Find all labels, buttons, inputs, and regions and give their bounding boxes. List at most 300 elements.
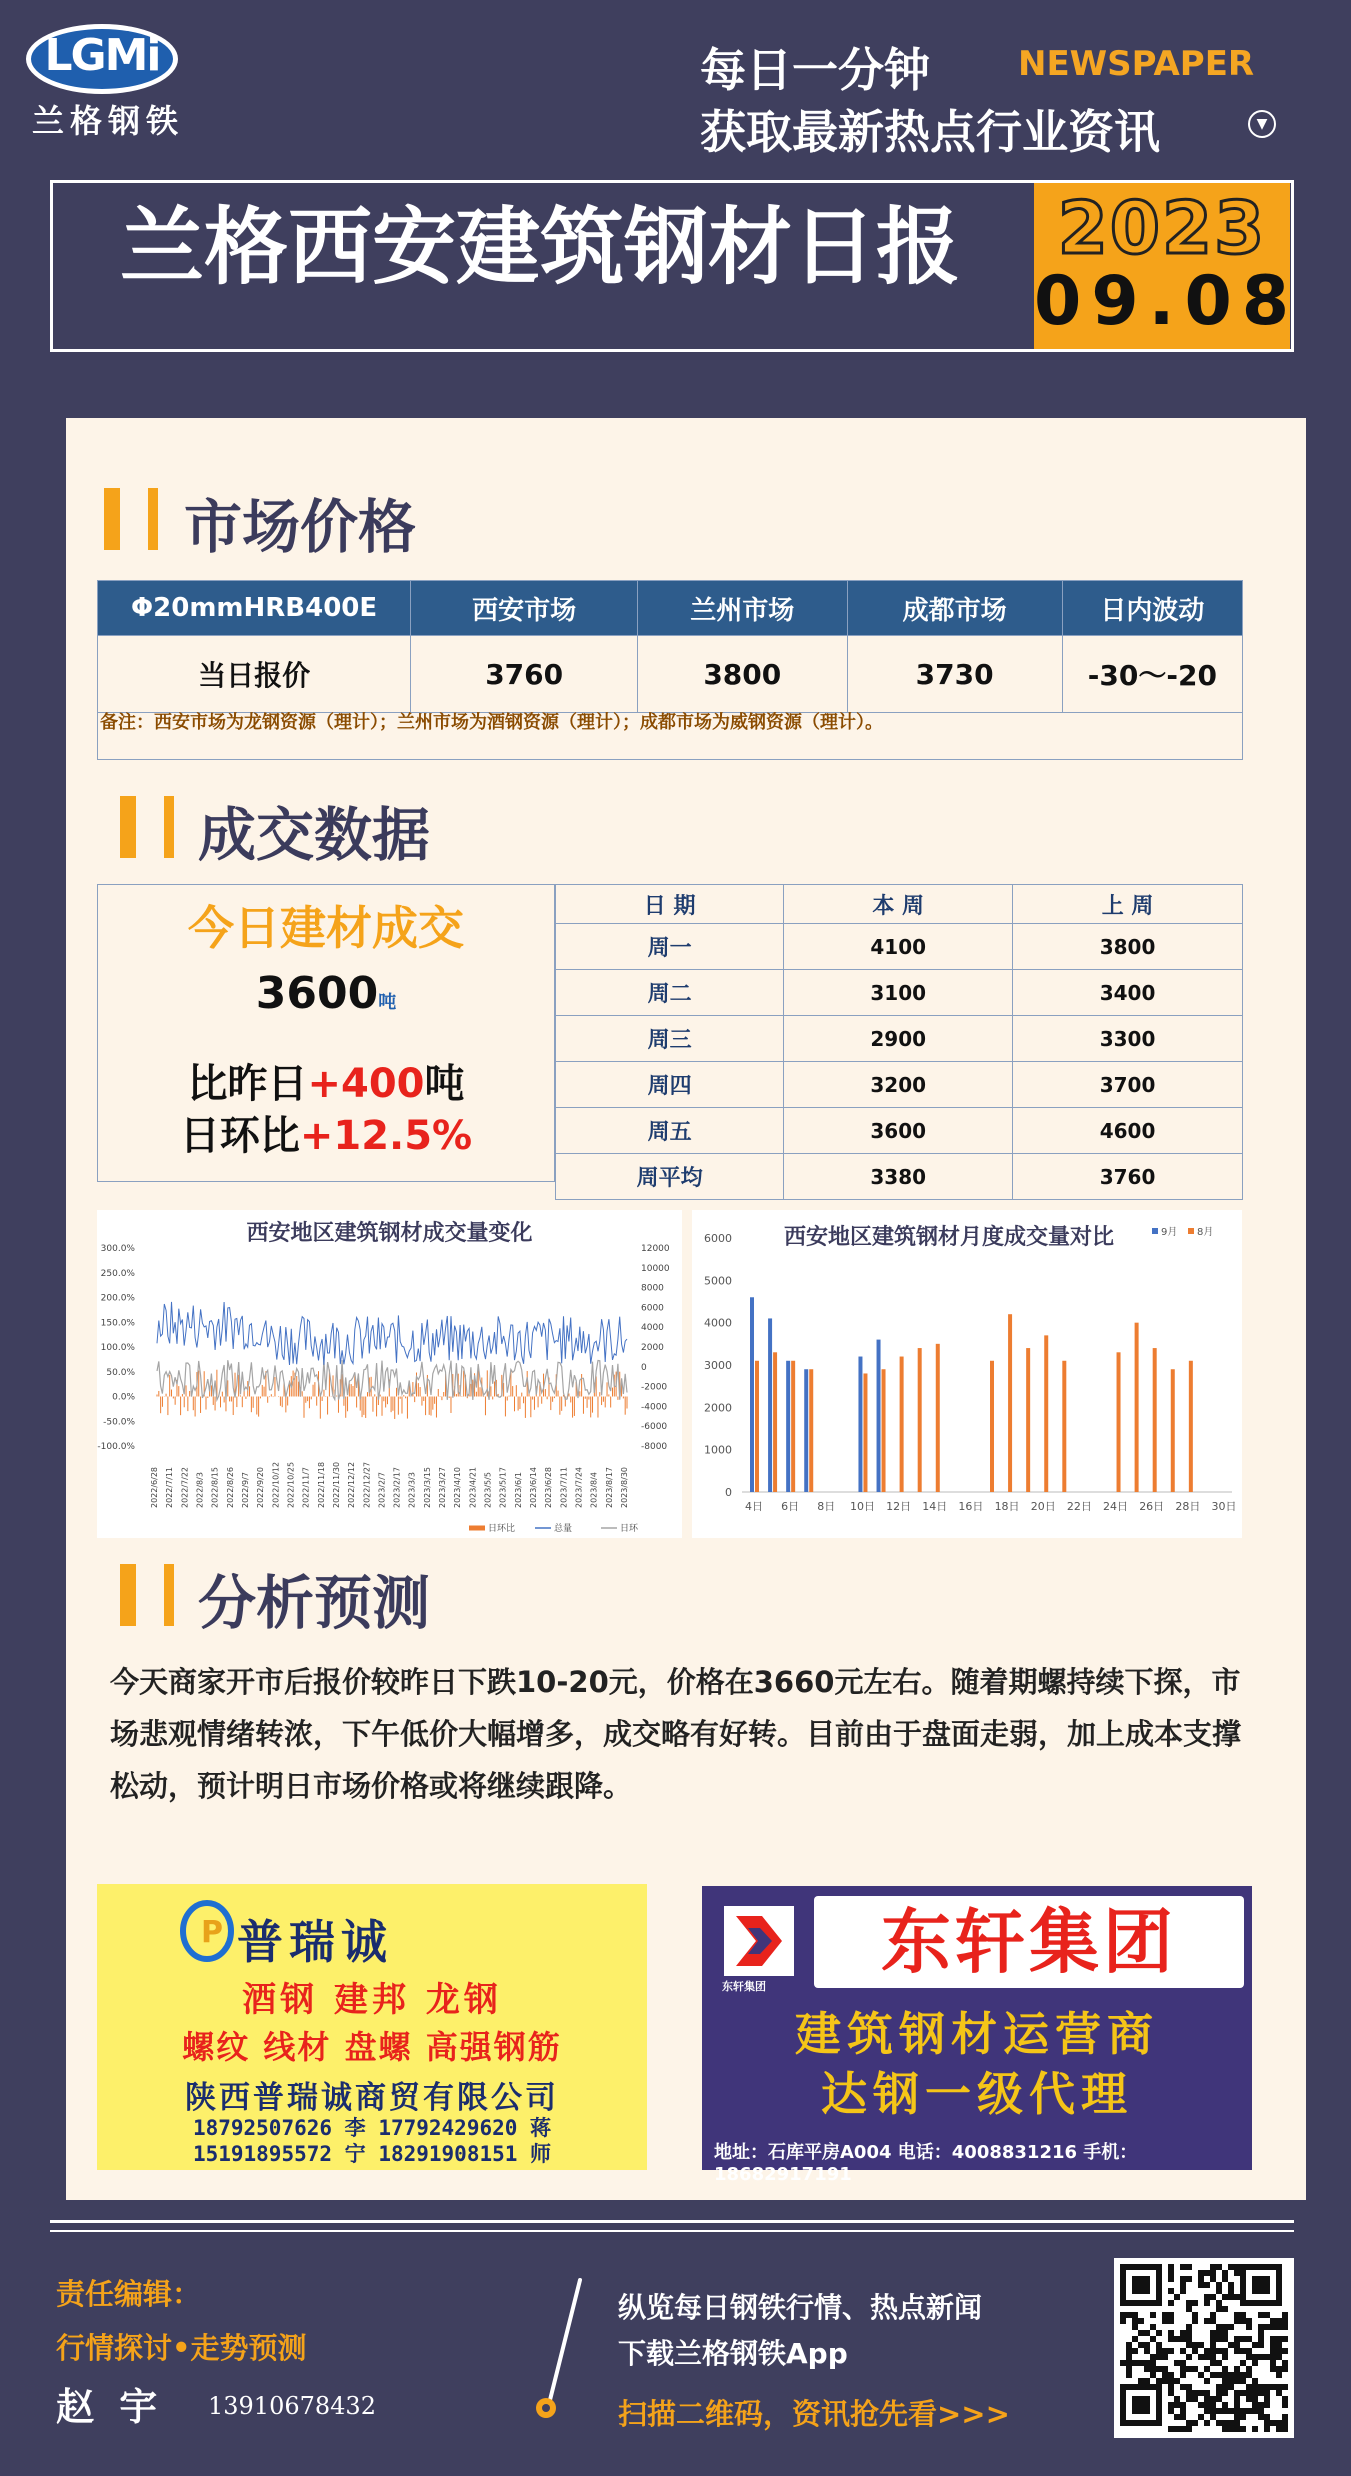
- qr-module: [1258, 2408, 1264, 2414]
- qr-module: [1180, 2384, 1186, 2390]
- qr-module: [1258, 2342, 1264, 2348]
- qr-module: [1276, 2318, 1282, 2324]
- qr-module: [1282, 2366, 1288, 2372]
- qr-module: [1204, 2366, 1210, 2372]
- x-tick-label: 2023/2/7: [377, 1472, 387, 1508]
- qr-module: [1204, 2402, 1210, 2408]
- chart-monthly-compare: [692, 1210, 1242, 1538]
- qr-module: [1156, 2354, 1162, 2360]
- qr-module: [1270, 2342, 1276, 2348]
- qr-module: [1216, 2324, 1222, 2330]
- qr-module: [1258, 2390, 1264, 2396]
- y-left-tick-label: 100.0%: [100, 1343, 135, 1353]
- table-cell: 当日报价: [98, 636, 411, 713]
- qr-module: [1264, 2396, 1270, 2402]
- chart-volume-svg: [97, 1210, 682, 1538]
- x-tick-label: 2022/8/26: [225, 1466, 235, 1508]
- x-tick-label: 2022/6/28: [150, 1466, 159, 1508]
- qr-module: [1228, 2384, 1234, 2390]
- qr-module: [1228, 2324, 1234, 2330]
- x-tick-label: 2023/6/14: [529, 1466, 539, 1508]
- qr-module: [1270, 2360, 1276, 2366]
- bar: [809, 1369, 813, 1492]
- y-tick-label: 5000: [704, 1274, 732, 1288]
- x-tick-label: 24日: [1103, 1500, 1129, 1513]
- qr-module: [1204, 2348, 1210, 2354]
- qr-finder: [1132, 2396, 1150, 2414]
- qr-module: [1186, 2276, 1192, 2282]
- bar: [750, 1297, 754, 1492]
- y-right-tick-label: 2000: [641, 1343, 664, 1353]
- qr-module: [1222, 2336, 1228, 2342]
- table-cell: 周二: [556, 970, 784, 1016]
- qr-module: [1156, 2342, 1162, 2348]
- qr-module: [1168, 2390, 1174, 2396]
- qr-module: [1180, 2408, 1186, 2414]
- qr-module: [1186, 2354, 1192, 2360]
- qr-module: [1138, 2330, 1144, 2336]
- table-cell: 3300: [1013, 1016, 1243, 1062]
- qr-module: [1150, 2366, 1156, 2372]
- qr-module: [1228, 2264, 1234, 2270]
- qr-module: [1270, 2324, 1276, 2330]
- y-tick-label: 2000: [704, 1401, 732, 1415]
- qr-module: [1234, 2312, 1240, 2318]
- qr-module: [1180, 2414, 1186, 2420]
- qr-module: [1174, 2426, 1180, 2432]
- qr-module: [1282, 2384, 1288, 2390]
- qr-module: [1252, 2378, 1258, 2384]
- qr-module: [1132, 2318, 1138, 2324]
- y-right-tick-label: 4000: [641, 1323, 664, 1334]
- y-left-tick-label: 0.0%: [112, 1392, 135, 1403]
- bar: [1153, 1348, 1157, 1492]
- ad-brand: 东轩集团: [814, 1896, 1244, 1988]
- x-tick-label: 4日: [745, 1500, 763, 1513]
- qr-module: [1132, 2312, 1138, 2318]
- bar: [1026, 1348, 1030, 1492]
- qr-module: [1216, 2348, 1222, 2354]
- qr-module: [1198, 2390, 1204, 2396]
- qr-module: [1276, 2384, 1282, 2390]
- qr-module: [1222, 2384, 1228, 2390]
- qr-module: [1276, 2336, 1282, 2342]
- qr-module: [1180, 2288, 1186, 2294]
- qr-module: [1162, 2348, 1168, 2354]
- footer-divider: [50, 2220, 1294, 2223]
- x-tick-label: 2022/9/7: [240, 1472, 250, 1508]
- qr-module: [1216, 2384, 1222, 2390]
- bar: [1062, 1361, 1066, 1492]
- qr-module: [1186, 2336, 1192, 2342]
- qr-module: [1126, 2312, 1132, 2318]
- x-tick-label: 2022/10/12: [271, 1461, 281, 1508]
- qr-module: [1132, 2336, 1138, 2342]
- qr-module: [1144, 2348, 1150, 2354]
- x-tick-label: 2023/5/5: [483, 1472, 493, 1508]
- qr-module: [1210, 2342, 1216, 2348]
- bar: [1044, 1335, 1048, 1492]
- chart-volume-change: [97, 1210, 682, 1538]
- qr-module: [1150, 2312, 1156, 2318]
- table-cell: 3800: [638, 636, 847, 713]
- section-bar: [164, 1564, 174, 1626]
- y-left-tick-label: -50.0%: [103, 1417, 135, 1428]
- qr-module: [1282, 2414, 1288, 2420]
- bar: [1135, 1323, 1139, 1492]
- column-header: 兰州市场: [638, 581, 847, 636]
- table-cell: 周五: [556, 1108, 784, 1154]
- qr-code[interactable]: [1114, 2258, 1294, 2438]
- qr-module: [1168, 2402, 1174, 2408]
- x-tick-label: 2023/4/10: [453, 1466, 463, 1508]
- qr-module: [1234, 2366, 1240, 2372]
- ad-line: 建筑钢材运营商: [795, 2007, 1159, 2061]
- x-tick-label: 2023/3/15: [422, 1466, 432, 1508]
- bar: [877, 1340, 881, 1492]
- x-tick-label: 22日: [1066, 1500, 1092, 1513]
- qr-module: [1276, 2342, 1282, 2348]
- legend-label: 日环: [620, 1524, 639, 1534]
- analysis-text: 今天商家开市后报价较昨日下跌10-20元，价格在3660元左右。随着期螺持续下探，市场悲观情绪转浓，下午低价大幅增多，成交略有好转。目前由于盘面走弱，加上成本支撑松动，预计明日市场价格或将继续跟降。: [110, 1665, 1242, 1803]
- x-tick-label: 2023/6/28: [544, 1466, 554, 1508]
- qr-module: [1162, 2378, 1168, 2384]
- qr-module: [1144, 2366, 1150, 2372]
- qr-module: [1234, 2342, 1240, 2348]
- qr-module: [1126, 2348, 1132, 2354]
- qr-module: [1198, 2372, 1204, 2378]
- qr-module: [1126, 2342, 1132, 2348]
- qr-module: [1282, 2360, 1288, 2366]
- qr-module: [1264, 2426, 1270, 2432]
- y-tick-label: 1000: [704, 1443, 732, 1457]
- x-tick-label: 2023/5/17: [498, 1466, 508, 1508]
- ad-phones: 18792507626 李 17792429620 蒋: [192, 2116, 552, 2140]
- qr-module: [1234, 2378, 1240, 2384]
- section-bar: [164, 796, 174, 858]
- weekly-table: [555, 884, 1243, 1200]
- table-header-row: [556, 885, 1243, 924]
- price-note: 备注：西安市场为龙钢资源（理计）；兰州市场为酒钢资源（理计）；成都市场为威钢资源（理计）。: [97, 708, 1243, 760]
- chevron-down-icon[interactable]: ▼: [1248, 110, 1276, 138]
- qr-module: [1210, 2348, 1216, 2354]
- column-header: 上 周: [1013, 885, 1243, 924]
- deal-today-title: 今日建材成交: [188, 901, 464, 955]
- qr-module: [1216, 2306, 1222, 2312]
- qr-module: [1204, 2294, 1210, 2300]
- qr-module: [1204, 2420, 1210, 2426]
- qr-module: [1264, 2354, 1270, 2360]
- table-cell: 周平均: [556, 1154, 784, 1200]
- qr-module: [1192, 2420, 1198, 2426]
- x-tick-label: 2022/9/20: [256, 1466, 266, 1508]
- qr-module: [1234, 2396, 1240, 2402]
- bar: [863, 1373, 867, 1492]
- column-header: 西安市场: [411, 581, 638, 636]
- qr-module: [1126, 2354, 1132, 2360]
- section-title-deals: 成交数据: [198, 801, 431, 869]
- x-tick-label: 28日: [1175, 1500, 1201, 1513]
- qr-module: [1222, 2372, 1228, 2378]
- legend-label: 总量: [554, 1524, 573, 1534]
- qr-module: [1204, 2354, 1210, 2360]
- editor-label: 责任编辑：: [56, 2277, 202, 2311]
- x-tick-label: 12日: [886, 1500, 912, 1513]
- table-row: [556, 1108, 1243, 1154]
- ad-puruicheng[interactable]: [97, 1884, 647, 2170]
- qr-module: [1216, 2264, 1222, 2270]
- table-cell: 周四: [556, 1062, 784, 1108]
- dongxuan-logo-label: 东轩集团: [722, 1980, 766, 1993]
- qr-module: [1246, 2348, 1252, 2354]
- qr-module: [1216, 2390, 1222, 2396]
- qr-module: [1168, 2300, 1174, 2306]
- legend-label: 日环比: [488, 1524, 516, 1534]
- qr-module: [1210, 2396, 1216, 2402]
- qr-module: [1210, 2336, 1216, 2342]
- qr-module: [1252, 2384, 1258, 2390]
- x-tick-label: 2023/6/1: [513, 1472, 523, 1508]
- qr-module: [1162, 2312, 1168, 2318]
- qr-module: [1234, 2408, 1240, 2414]
- x-tick-label: 2022/12/12: [347, 1461, 357, 1508]
- chart-title: 西安地区建筑钢材月度成交量对比: [784, 1225, 1115, 1250]
- section-bar: [120, 1564, 136, 1626]
- qr-module: [1222, 2330, 1228, 2336]
- qr-module: [1174, 2378, 1180, 2384]
- legend-label: 8月: [1197, 1227, 1214, 1238]
- qr-module: [1270, 2348, 1276, 2354]
- qr-module: [1234, 2264, 1240, 2270]
- bar: [791, 1361, 795, 1492]
- qr-module: [1138, 2342, 1144, 2348]
- qr-module: [1204, 2318, 1210, 2324]
- qr-module: [1276, 2348, 1282, 2354]
- bar: [1189, 1361, 1193, 1492]
- qr-module: [1282, 2336, 1288, 2342]
- qr-module: [1246, 2336, 1252, 2342]
- qr-module: [1258, 2336, 1264, 2342]
- qr-module: [1234, 2318, 1240, 2324]
- table-cell: 4600: [1013, 1108, 1243, 1154]
- qr-module: [1252, 2342, 1258, 2348]
- qr-module: [1210, 2270, 1216, 2276]
- qr-module: [1282, 2348, 1288, 2354]
- table-cell: 3760: [411, 636, 638, 713]
- chart-monthly-svg: [692, 1210, 1242, 1538]
- table-cell: 3800: [1013, 924, 1243, 970]
- chart-title: 西安地区建筑钢材成交量变化: [246, 1221, 533, 1246]
- qr-module: [1258, 2312, 1264, 2318]
- y-tick-label: 6000: [704, 1232, 732, 1245]
- newspaper-label: NEWSPAPER: [1018, 44, 1255, 84]
- qr-module: [1150, 2336, 1156, 2342]
- qr-module: [1276, 2420, 1282, 2426]
- y-right-tick-label: 10000: [641, 1263, 670, 1274]
- qr-module: [1282, 2420, 1288, 2426]
- qr-module: [1234, 2402, 1240, 2408]
- x-tick-label: 2022/7/11: [165, 1466, 175, 1508]
- qr-module: [1282, 2396, 1288, 2402]
- bar: [900, 1357, 904, 1492]
- ad-company: 陕西普瑞诚商贸有限公司: [185, 2080, 559, 2116]
- y-tick-label: 0: [725, 1486, 732, 1499]
- qr-module: [1222, 2408, 1228, 2414]
- qr-module: [1168, 2330, 1174, 2336]
- editor-name: 赵 宇: [56, 2385, 164, 2429]
- volume-unit: 吨: [378, 992, 397, 1013]
- qr-module: [1264, 2384, 1270, 2390]
- legend-label: 9月: [1161, 1227, 1178, 1238]
- qr-module: [1126, 2372, 1132, 2378]
- ad-address: 地址：石库平房A004 电话：4008831216 手机：18682917191: [714, 2142, 1138, 2185]
- qr-module: [1186, 2366, 1192, 2372]
- qr-module: [1246, 2354, 1252, 2360]
- bar: [1171, 1369, 1175, 1492]
- column-header: 日内波动: [1062, 581, 1242, 636]
- y-left-tick-label: -100.0%: [97, 1442, 135, 1452]
- qr-module: [1210, 2276, 1216, 2282]
- x-tick-label: 16日: [958, 1500, 984, 1513]
- table-cell: 周三: [556, 1016, 784, 1062]
- x-tick-label: 2023/4/21: [468, 1466, 478, 1508]
- volume-value: 3600: [255, 968, 379, 1019]
- x-tick-label: 18日: [994, 1500, 1020, 1513]
- qr-module: [1246, 2366, 1252, 2372]
- qr-module: [1216, 2282, 1222, 2288]
- column-header: 日 期: [556, 885, 784, 924]
- qr-module: [1186, 2426, 1192, 2432]
- qr-module: [1180, 2372, 1186, 2378]
- qr-module: [1264, 2402, 1270, 2408]
- qr-module: [1252, 2402, 1258, 2408]
- ratio-label: 日环比: [179, 1113, 300, 1159]
- qr-module: [1252, 2396, 1258, 2402]
- qr-module: [1276, 2372, 1282, 2378]
- qr-module: [1228, 2408, 1234, 2414]
- qr-module: [1174, 2294, 1180, 2300]
- qr-module: [1186, 2396, 1192, 2402]
- qr-module: [1204, 2390, 1210, 2396]
- qr-module: [1180, 2282, 1186, 2288]
- qr-module: [1180, 2336, 1186, 2342]
- qr-module: [1126, 2360, 1132, 2366]
- legend-swatch: [1188, 1228, 1194, 1234]
- qr-module: [1270, 2420, 1276, 2426]
- x-tick-label: 30日: [1211, 1500, 1237, 1513]
- qr-module: [1258, 2384, 1264, 2390]
- qr-module: [1282, 2402, 1288, 2408]
- qr-module: [1192, 2396, 1198, 2402]
- qr-module: [1210, 2414, 1216, 2420]
- qr-module: [1186, 2324, 1192, 2330]
- y-right-tick-label: 0: [641, 1362, 647, 1373]
- qr-module: [1168, 2270, 1174, 2276]
- qr-module: [1252, 2390, 1258, 2396]
- qr-module: [1132, 2360, 1138, 2366]
- qr-module: [1204, 2282, 1210, 2288]
- column-header: 成都市场: [847, 581, 1062, 636]
- puruicheng-logo-icon: [179, 1900, 235, 1962]
- qr-module: [1222, 2402, 1228, 2408]
- qr-module: [1216, 2336, 1222, 2342]
- qr-module: [1270, 2354, 1276, 2360]
- qr-module: [1240, 2312, 1246, 2318]
- y-right-tick-label: -6000: [641, 1422, 668, 1433]
- qr-module: [1276, 2426, 1282, 2432]
- qr-module: [1144, 2342, 1150, 2348]
- qr-module: [1138, 2318, 1144, 2324]
- bar: [773, 1352, 777, 1492]
- dongxuan-logo-icon: [724, 1906, 794, 1976]
- qr-module: [1234, 2294, 1240, 2300]
- qr-module: [1186, 2306, 1192, 2312]
- qr-module: [1222, 2324, 1228, 2330]
- ad-line: 酒钢 建邦 龙钢: [242, 1980, 502, 2020]
- x-tick-label: 2022/8/15: [210, 1466, 220, 1508]
- table-cell: -30～-20: [1062, 636, 1242, 713]
- qr-module: [1240, 2414, 1246, 2420]
- bar: [804, 1369, 808, 1492]
- table-row: [556, 924, 1243, 970]
- qr-module: [1234, 2414, 1240, 2420]
- qr-module: [1198, 2414, 1204, 2420]
- qr-module: [1210, 2294, 1216, 2300]
- qr-module: [1276, 2366, 1282, 2372]
- qr-module: [1174, 2336, 1180, 2342]
- qr-module: [1240, 2408, 1246, 2414]
- price-table: [97, 580, 1243, 713]
- pen-stroke-icon: [530, 2272, 590, 2432]
- slogan-line2: 获取最新热点行业资讯: [700, 105, 1160, 159]
- qr-module: [1282, 2324, 1288, 2330]
- qr-module: [1210, 2330, 1216, 2336]
- qr-module: [1150, 2354, 1156, 2360]
- x-tick-label: 14日: [922, 1500, 948, 1513]
- ratio-value: +12.5%: [299, 1113, 473, 1159]
- qr-module: [1168, 2288, 1174, 2294]
- bar: [918, 1348, 922, 1492]
- qr-module: [1246, 2324, 1252, 2330]
- table-header-row: [98, 581, 1243, 636]
- qr-module: [1276, 2354, 1282, 2360]
- x-tick-label: 26日: [1139, 1500, 1165, 1513]
- qr-module: [1204, 2270, 1210, 2276]
- qr-module: [1240, 2318, 1246, 2324]
- bar: [858, 1357, 862, 1492]
- table-cell: 3600: [784, 1108, 1013, 1154]
- qr-module: [1228, 2342, 1234, 2348]
- section-bar: [148, 488, 158, 550]
- qr-module: [1180, 2426, 1186, 2432]
- qr-module: [1222, 2366, 1228, 2372]
- qr-module: [1222, 2420, 1228, 2426]
- bar: [936, 1344, 940, 1492]
- qr-module: [1252, 2426, 1258, 2432]
- qr-module: [1180, 2264, 1186, 2270]
- qr-module: [1198, 2282, 1204, 2288]
- qr-module: [1258, 2330, 1264, 2336]
- qr-module: [1240, 2348, 1246, 2354]
- ad-dongxuan[interactable]: [702, 1886, 1252, 2185]
- qr-module: [1234, 2348, 1240, 2354]
- x-tick-label: 2023/8/4: [589, 1472, 599, 1508]
- qr-module: [1240, 2372, 1246, 2378]
- x-tick-label: 2023/7/24: [574, 1466, 584, 1508]
- vs-label: 比昨日: [187, 1061, 308, 1107]
- qr-module: [1192, 2366, 1198, 2372]
- qr-module: [1252, 2408, 1258, 2414]
